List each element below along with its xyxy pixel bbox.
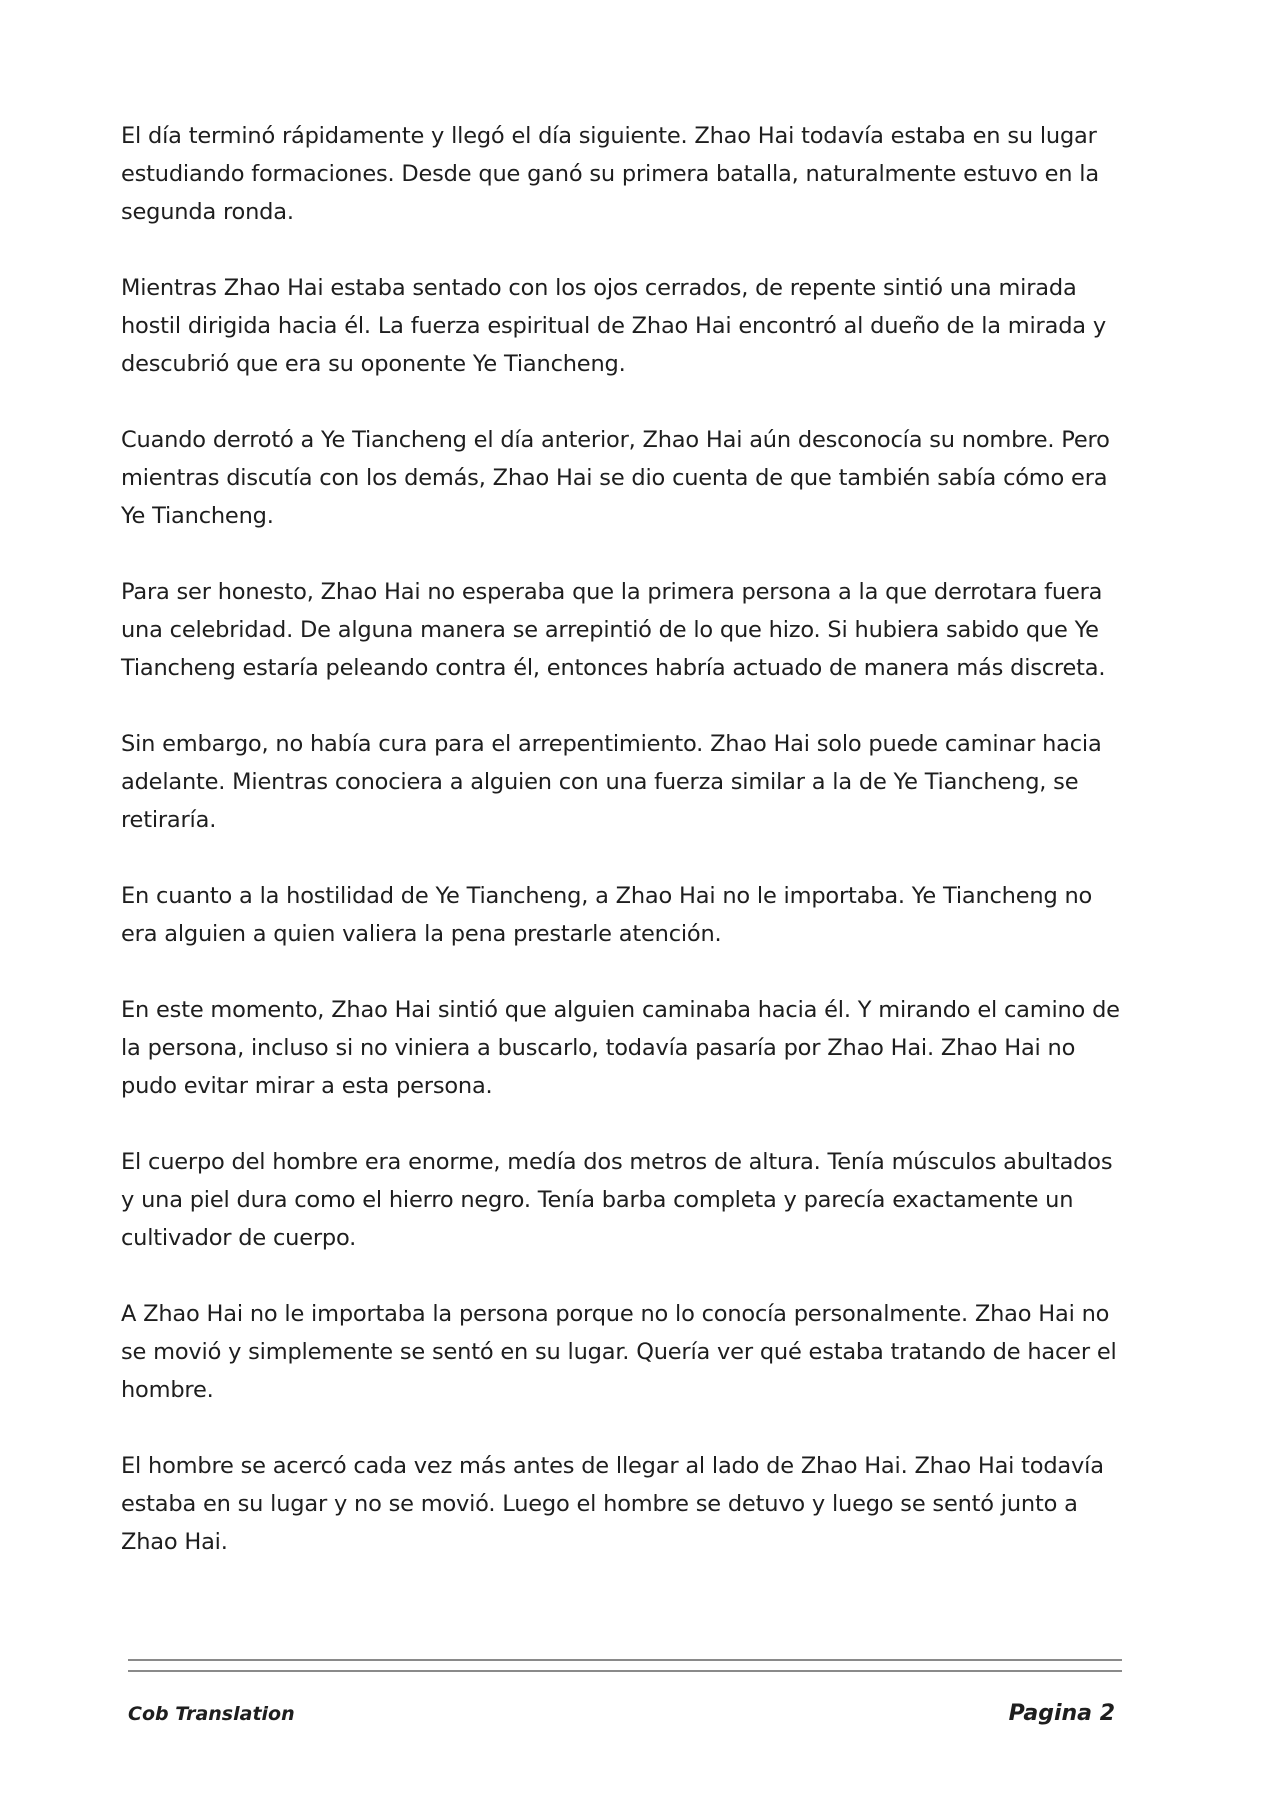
footer-page-number: Pagina 2	[1008, 1701, 1115, 1726]
footer-source-label: Cob Translation	[128, 1703, 295, 1725]
paragraph: Para ser honesto, Zhao Hai no esperaba que la primera persona a la que derrotara fuera una celebridad. De alguna manera se arrepintió de lo que hizo. Si hubiera sabido que Ye Tiancheng estaría peleando contra él, entonces habría actuado de manera más discreta.	[121, 579, 1106, 681]
paragraph: El cuerpo del hombre era enorme, medía dos metros de altura. Tenía músculos abultados y una piel dura como el hierro negro. Tenía barba completa y parecía exactamente un cultivador de cuerpo.	[121, 1149, 1113, 1251]
paragraph: El día terminó rápidamente y llegó el día siguiente. Zhao Hai todavía estaba en su lugar estudiando formaciones. Desde que ganó su primera batalla, naturalmente estuvo en la segunda ronda.	[121, 123, 1099, 225]
paragraph: A Zhao Hai no le importaba la persona porque no lo conocía personalmente. Zhao Hai no se movió y simplemente se sentó en su lugar. Quería ver qué estaba tratando de hacer el hombre.	[121, 1301, 1117, 1403]
document-body	[121, 117, 1131, 1599]
paragraph: Sin embargo, no había cura para el arrepentimiento. Zhao Hai solo puede caminar hacia adelante. Mientras conociera a alguien con una fuerza similar a la de Ye Tiancheng, se retiraría.	[121, 731, 1102, 833]
paragraph: Mientras Zhao Hai estaba sentado con los ojos cerrados, de repente sintió una mirada hostil dirigida hacia él. La fuerza espiritual de Zhao Hai encontró al dueño de la mirada y descubrió que era su oponente Ye Tiancheng.	[121, 275, 1106, 377]
paragraph: Cuando derrotó a Ye Tiancheng el día anterior, Zhao Hai aún desconocía su nombre. Pero mientras discutía con los demás, Zhao Hai se dio cuenta de que también sabía cómo era Ye Tiancheng.	[121, 427, 1110, 529]
paragraph: En este momento, Zhao Hai sintió que alguien caminaba hacia él. Y mirando el camino de la persona, incluso si no viniera a buscarlo, todavía pasaría por Zhao Hai. Zhao Hai no pudo evitar mirar a esta persona.	[121, 997, 1120, 1099]
paragraph: El hombre se acercó cada vez más antes de llegar al lado de Zhao Hai. Zhao Hai todavía estaba en su lugar y no se movió. Luego el hombre se detuvo y luego se sentó junto a Zhao Hai.	[121, 1453, 1104, 1555]
footer-divider-top	[128, 1659, 1122, 1661]
footer-divider-bottom	[128, 1670, 1122, 1672]
paragraph: En cuanto a la hostilidad de Ye Tiancheng, a Zhao Hai no le importaba. Ye Tiancheng no era alguien a quien valiera la pena prestarle atención.	[121, 883, 1093, 947]
